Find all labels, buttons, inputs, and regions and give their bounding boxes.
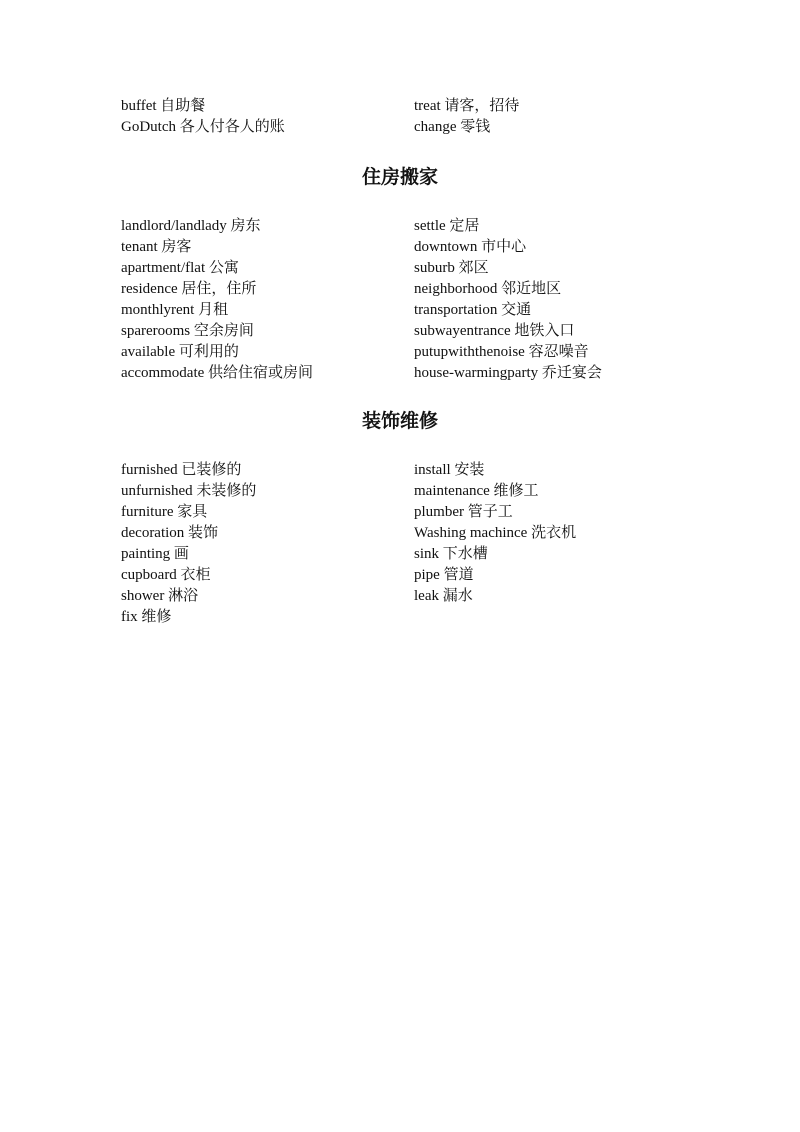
vocab-entry: furniture 家具 — [121, 504, 208, 520]
vocab-row — [121, 96, 681, 117]
vocab-entry: buffet 自助餐 — [121, 98, 206, 114]
vocab-row — [121, 342, 681, 363]
vocab-row — [121, 321, 681, 342]
vocab-entry: settle 定居 — [414, 218, 480, 234]
vocab-entry: sink 下水槽 — [414, 546, 488, 562]
vocab-row — [121, 523, 681, 544]
vocab-entry: GoDutch 各人付各人的账 — [121, 119, 285, 135]
vocab-entry: landlord/landlady 房东 — [121, 218, 261, 234]
vocab-entry: Washing machince 洗衣机 — [414, 525, 577, 541]
section-heading-decoration: 装饰维修 — [361, 410, 438, 432]
vocab-entry: treat 请客，招待 — [414, 98, 520, 114]
vocab-entry: decoration 装饰 — [121, 525, 219, 541]
vocab-row — [121, 502, 681, 523]
vocab-row — [121, 481, 681, 502]
vocab-row — [121, 565, 681, 586]
vocab-entry: putupwiththenoise 容忍噪音 — [414, 344, 589, 360]
vocab-entry: pipe 管道 — [414, 567, 474, 583]
vocab-entry: change 零钱 — [414, 119, 491, 135]
vocab-row — [121, 363, 681, 384]
vocab-entry: apartment/flat 公寓 — [121, 260, 239, 276]
vocab-row — [121, 544, 681, 565]
vocab-row — [121, 586, 681, 607]
vocab-row — [121, 258, 681, 279]
vocab-row — [121, 237, 681, 258]
vocab-entry: fix 维修 — [121, 609, 172, 625]
vocab-entry: shower 淋浴 — [121, 588, 199, 604]
vocab-entry: tenant 房客 — [121, 239, 192, 255]
vocab-row — [121, 607, 681, 628]
vocab-entry: suburb 郊区 — [414, 260, 489, 276]
vocab-row — [121, 117, 681, 138]
vocab-entry: subwayentrance 地铁入口 — [414, 323, 575, 339]
vocab-entry: downtown 市中心 — [414, 239, 527, 255]
vocab-row — [121, 460, 681, 481]
section-heading-housing: 住房搬家 — [361, 166, 438, 188]
vocab-entry: available 可利用的 — [121, 344, 239, 360]
housing-vocab-list — [121, 216, 681, 384]
vocab-entry: house-warmingparty 乔迁宴会 — [414, 365, 602, 381]
vocab-entry: install 安装 — [414, 462, 485, 478]
vocab-entry: cupboard 衣柜 — [121, 567, 211, 583]
vocab-row — [121, 216, 681, 237]
vocab-entry: neighborhood 邻近地区 — [414, 281, 562, 297]
vocab-entry: maintenance 维修工 — [414, 483, 539, 499]
vocab-entry: plumber 管子工 — [414, 504, 513, 520]
vocab-row — [121, 279, 681, 300]
vocab-entry: residence 居住，住所 — [121, 281, 257, 297]
vocab-entry: leak 漏水 — [414, 588, 473, 604]
intro-vocab-list — [121, 96, 681, 138]
vocab-row — [121, 300, 681, 321]
vocab-entry: monthlyrent 月租 — [121, 302, 229, 318]
vocab-entry: sparerooms 空余房间 — [121, 323, 254, 339]
vocab-entry: unfurnished 未装修的 — [121, 483, 257, 499]
vocab-entry: furnished 已装修的 — [121, 462, 242, 478]
vocab-entry: transportation 交通 — [414, 302, 532, 318]
decoration-vocab-list — [121, 460, 681, 628]
vocab-entry: painting 画 — [121, 546, 189, 562]
vocab-entry: accommodate 供给住宿或房间 — [121, 365, 314, 381]
